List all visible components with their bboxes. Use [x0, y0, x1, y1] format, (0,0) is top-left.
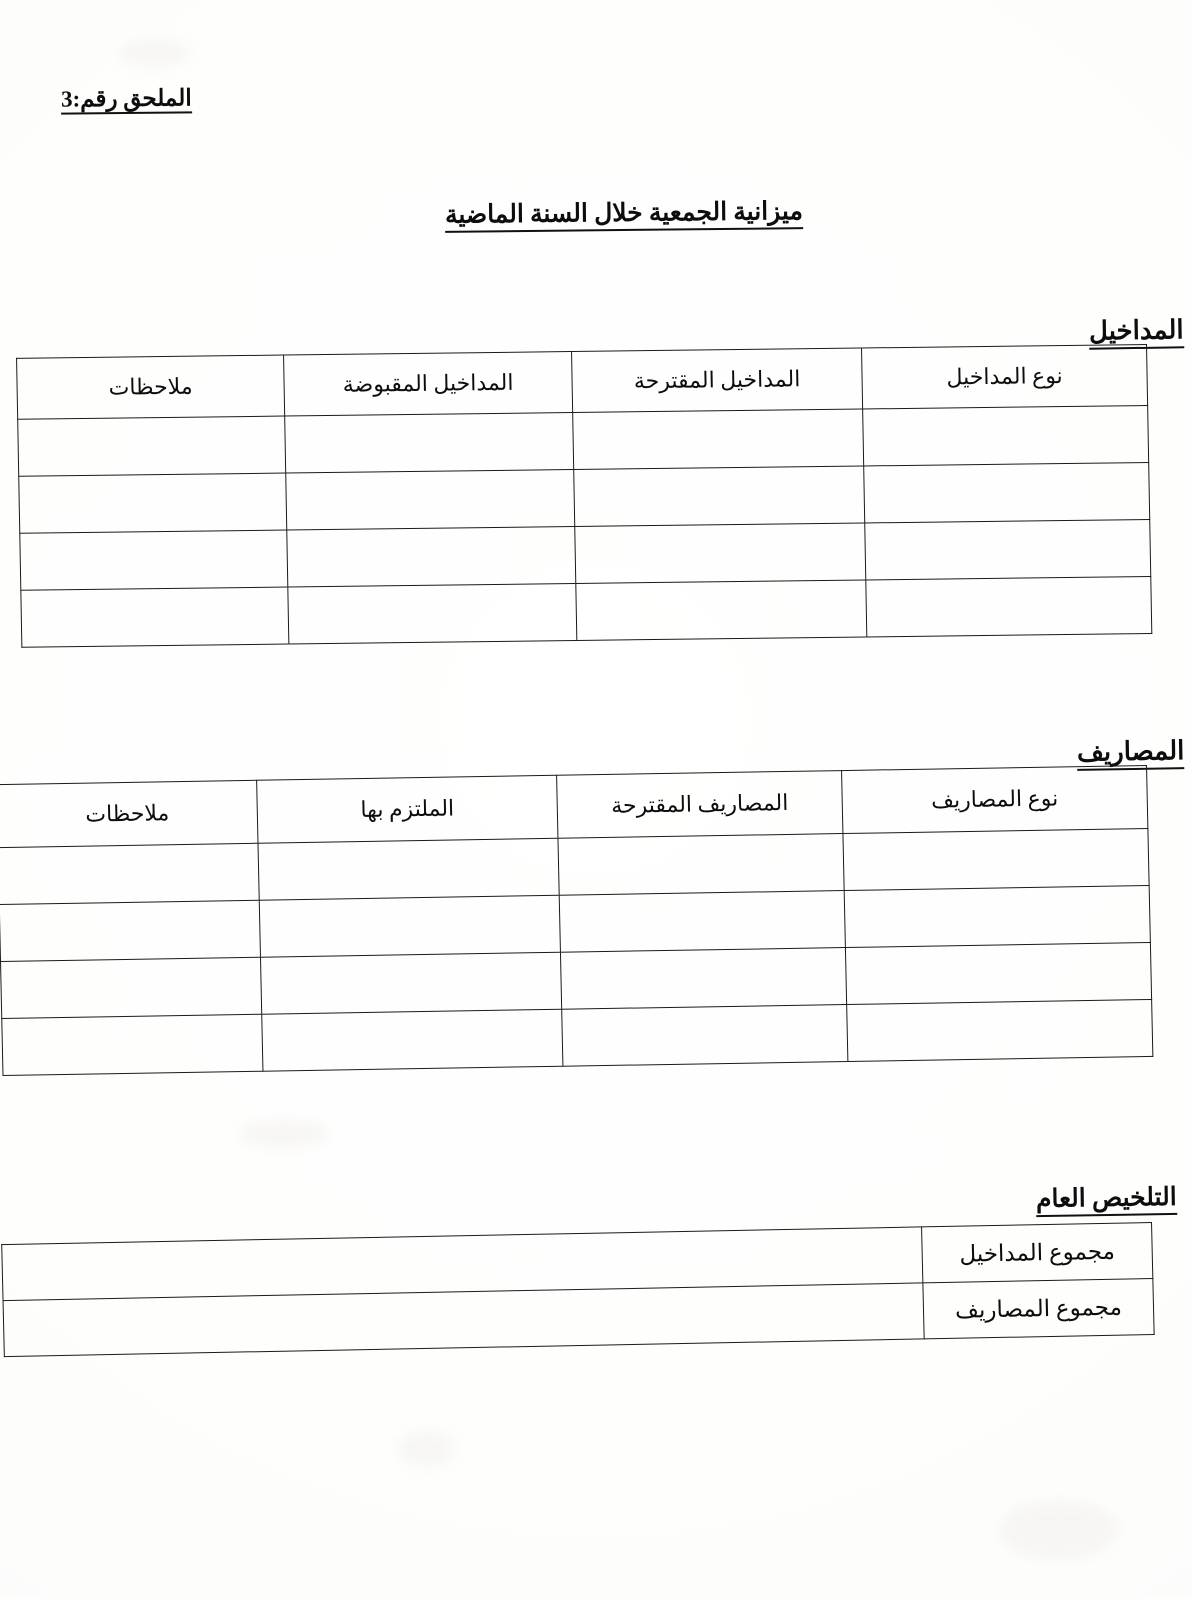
- cell-notes[interactable]: [20, 473, 288, 533]
- page-title-text: ميزانية الجمعية خلال السنة الماضية: [446, 198, 804, 233]
- column-header-committed: الملتزم بها: [258, 775, 559, 843]
- cell-notes[interactable]: [21, 530, 289, 590]
- cell-received-revenue[interactable]: [287, 470, 576, 531]
- column-header-proposed-revenue: المداخيل المقترحة: [573, 348, 864, 413]
- column-header-revenue-type: نوع المداخيل: [863, 345, 1149, 409]
- page-title: [446, 196, 804, 230]
- cell-revenue-type[interactable]: [867, 576, 1153, 636]
- cell-proposed-expense[interactable]: [559, 834, 845, 896]
- cell-proposed-revenue[interactable]: [577, 580, 868, 641]
- cell-expense-type[interactable]: [848, 999, 1154, 1061]
- cell-received-revenue[interactable]: [286, 413, 575, 474]
- cell-proposed-expense[interactable]: [560, 891, 846, 953]
- cell-committed[interactable]: [260, 895, 561, 957]
- cell-proposed-expense[interactable]: [561, 948, 847, 1010]
- section-heading-revenues-text: المداخيل: [1090, 315, 1185, 349]
- cell-expense-type[interactable]: [846, 942, 1152, 1004]
- cell-revenue-type[interactable]: [866, 519, 1152, 579]
- cell-committed[interactable]: [261, 952, 562, 1014]
- cell-notes[interactable]: [19, 416, 287, 476]
- column-header-proposed-expense: المصاريف المقترحة: [558, 771, 844, 839]
- row-label-total-revenues: مجموع المداخيل: [923, 1223, 1154, 1283]
- cell-received-revenue[interactable]: [288, 527, 577, 588]
- column-header-expense-type: نوع المصاريف: [843, 766, 1149, 834]
- cell-notes[interactable]: [2, 957, 263, 1018]
- section-heading-summary: [1037, 1182, 1178, 1214]
- cell-expense-type[interactable]: [845, 885, 1151, 947]
- cell-committed[interactable]: [263, 1009, 564, 1071]
- row-label-total-expenses: مجموع المصاريف: [924, 1278, 1155, 1338]
- cell-notes[interactable]: [22, 587, 290, 647]
- appendix-label: [62, 85, 193, 112]
- appendix-label-text: الملحق رقم:3: [62, 85, 193, 114]
- cell-proposed-expense[interactable]: [563, 1005, 849, 1067]
- section-heading-expenses-text: المصاريف: [1077, 736, 1185, 771]
- column-header-notes: ملاحظات: [0, 780, 259, 847]
- cell-revenue-type[interactable]: [865, 462, 1151, 522]
- cell-expense-type[interactable]: [844, 828, 1150, 890]
- section-heading-revenues: [1090, 315, 1185, 346]
- section-heading-expenses: [1077, 736, 1185, 768]
- section-heading-summary-text: التلخيص العام: [1037, 1184, 1178, 1217]
- cell-proposed-revenue[interactable]: [575, 466, 866, 527]
- cell-notes[interactable]: [0, 843, 260, 904]
- cell-revenue-type[interactable]: [864, 405, 1150, 465]
- column-header-received-revenue: المداخيل المقبوضة: [285, 352, 574, 417]
- expenses-table: [0, 765, 1154, 1076]
- cell-proposed-revenue[interactable]: [576, 523, 867, 584]
- cell-notes[interactable]: [0, 900, 261, 961]
- summary-table: [2, 1222, 1155, 1357]
- cell-proposed-revenue[interactable]: [574, 409, 865, 470]
- cell-notes[interactable]: [3, 1014, 264, 1075]
- cell-received-revenue[interactable]: [289, 583, 578, 644]
- cell-committed[interactable]: [259, 838, 560, 900]
- column-header-notes: ملاحظات: [18, 355, 286, 419]
- revenues-table: [17, 344, 1153, 648]
